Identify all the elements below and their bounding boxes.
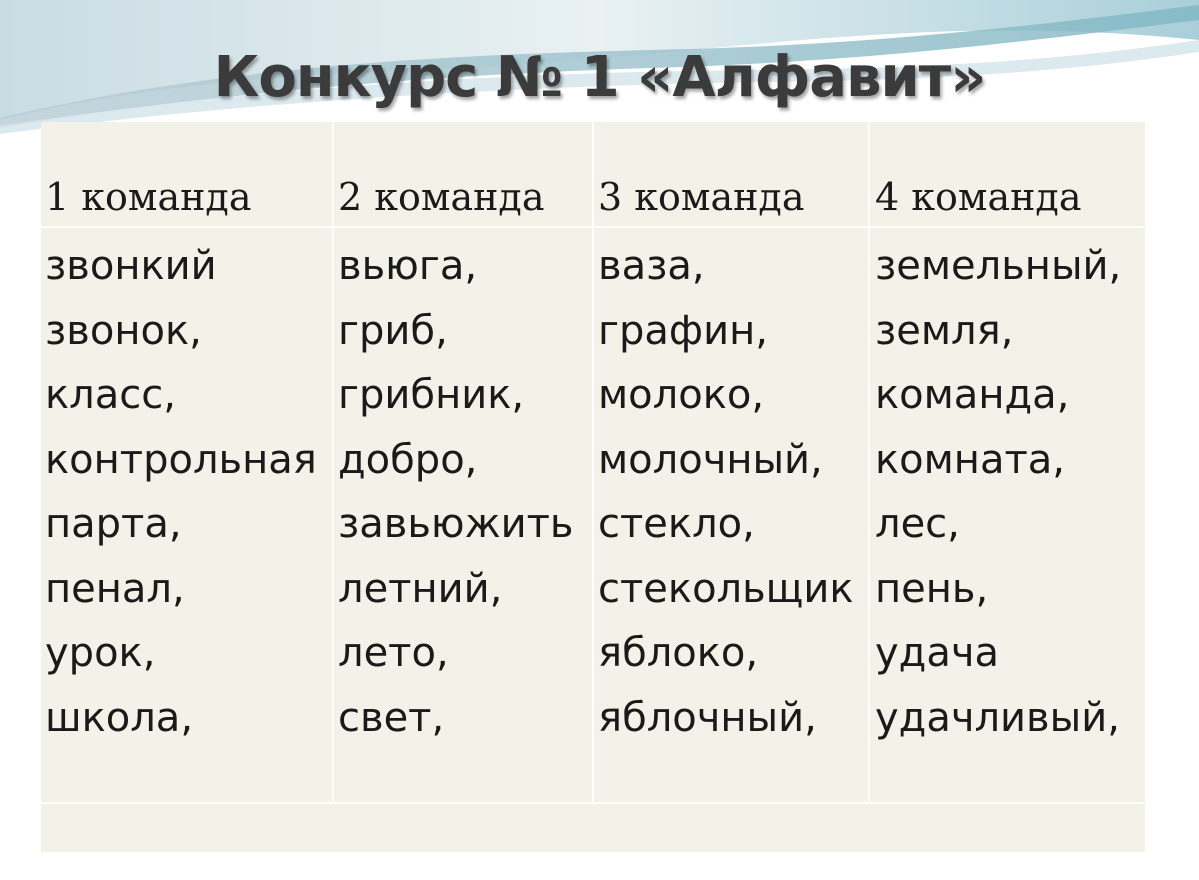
- page-title: Конкурс № 1 «Алфавит»: [213, 45, 986, 110]
- word-item: ваза,: [598, 243, 705, 289]
- team-header: 2 команда: [338, 175, 545, 219]
- word-item: звонкий: [45, 243, 217, 289]
- word-item: звонок,: [45, 307, 202, 354]
- word-item: яблочный,: [598, 694, 817, 741]
- word-item: лето,: [338, 630, 449, 676]
- team-header: 1 команда: [45, 175, 252, 219]
- word-item: стекольщик: [598, 565, 854, 612]
- word-item: вьюга,: [338, 243, 478, 289]
- word-item: пень,: [875, 565, 989, 612]
- word-item: комната,: [875, 436, 1065, 483]
- word-item: яблоко,: [598, 630, 759, 676]
- word-item: пенал,: [45, 565, 185, 612]
- word-list: [338, 234, 574, 750]
- word-list: [598, 234, 854, 750]
- word-item: удачливый,: [875, 694, 1120, 741]
- word-item: удача: [875, 630, 999, 676]
- word-item: грибник,: [338, 372, 525, 418]
- word-item: стекло,: [598, 501, 755, 547]
- word-item: гриб,: [338, 307, 448, 354]
- word-item: команда,: [875, 372, 1070, 418]
- word-item: добро,: [338, 436, 478, 483]
- word-item: земля,: [875, 307, 1014, 354]
- word-item: графин,: [598, 307, 768, 354]
- word-item: парта,: [45, 501, 182, 547]
- word-item: контрольная: [45, 436, 317, 483]
- word-item: молоко,: [598, 372, 765, 418]
- column-divider: [332, 122, 334, 804]
- word-list: [45, 234, 317, 750]
- word-item: летний,: [338, 565, 503, 612]
- word-item: класс,: [45, 372, 176, 418]
- column-divider: [868, 122, 870, 804]
- word-item: урок,: [45, 630, 156, 676]
- word-item: завьюжить: [338, 501, 574, 547]
- word-list: [875, 234, 1121, 750]
- team-header: 4 команда: [875, 175, 1082, 219]
- word-item: свет,: [338, 694, 445, 741]
- words-table: [41, 122, 1145, 852]
- word-item: земельный,: [875, 243, 1122, 289]
- team-header: 3 команда: [598, 175, 805, 219]
- word-item: лес,: [875, 501, 960, 547]
- word-item: молочный,: [598, 436, 823, 483]
- word-item: школа,: [45, 694, 194, 741]
- column-divider: [592, 122, 594, 804]
